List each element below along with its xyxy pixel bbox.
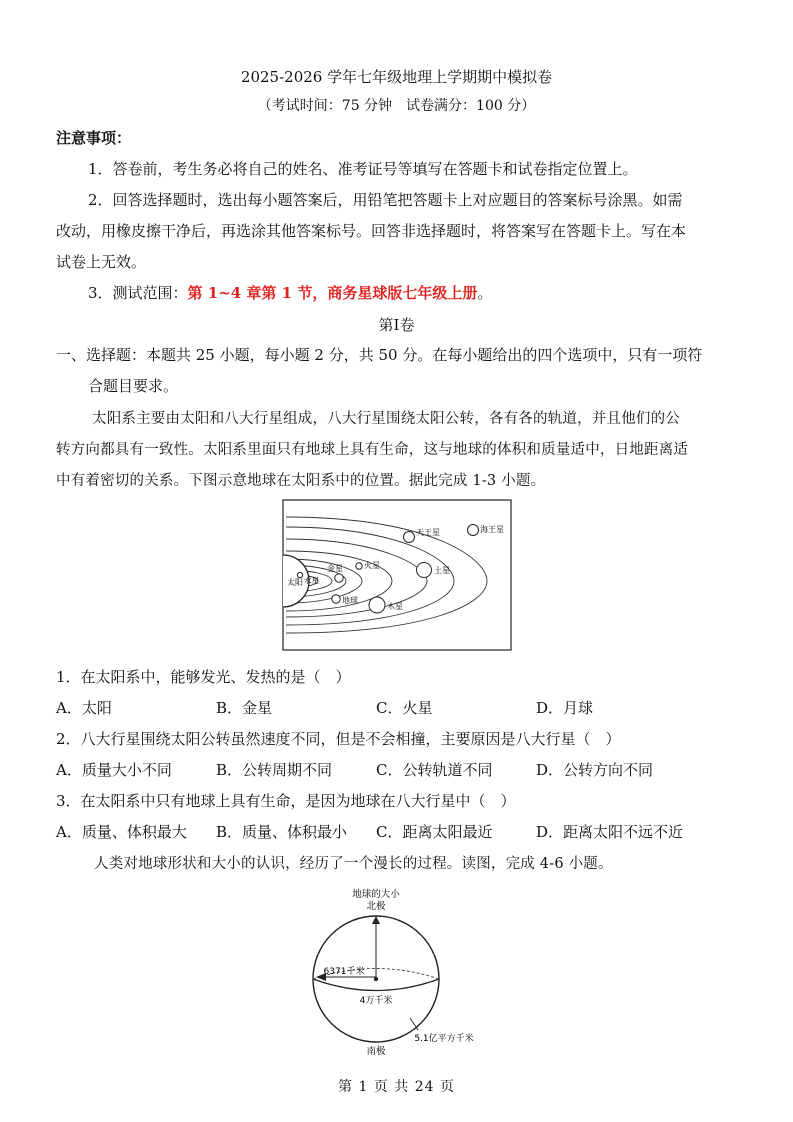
mercury-shape <box>297 572 302 577</box>
figure-frame <box>283 500 511 650</box>
question-2-option-d[interactable]: D．公转方向不同 <box>536 761 654 779</box>
venus-shape <box>335 574 343 582</box>
label-uranus: 天王星 <box>416 528 440 537</box>
question-2-option-a[interactable]: A．质量大小不同 <box>56 761 172 779</box>
section-heading-line-2: 合题目要求。 <box>88 377 179 395</box>
note-item-3 <box>88 282 492 303</box>
label-sun: 太阳 <box>287 578 303 587</box>
passage-2-line-1: 人类对地球形状和大小的认识，经历了一个漫长的过程。读图，完成 4-6 小题。 <box>94 856 613 872</box>
question-3-option-b[interactable]: B．质量、体积最小 <box>216 823 348 841</box>
label-jupiter: 木星 <box>387 602 403 611</box>
note-item-2-line-1: 2．回答选择题时，选出每小题答案后，用铅笔把答题卡上对应题目的答案标号涂黑。如需 <box>88 191 683 209</box>
note-item-2-line-2: 改动，用橡皮擦干净后，再选涂其他答案标号。回答非选择题时，将答案写在答题卡上。写在本 <box>56 222 687 240</box>
note-item-3-prefix: 3．测试范围： <box>88 284 188 302</box>
note-item-3-suffix: 。 <box>477 284 493 302</box>
label-mercury: 水星 <box>304 576 319 585</box>
question-3-option-c[interactable]: C．距离太阳最近 <box>376 823 493 841</box>
question-1-option-a[interactable]: A．太阳 <box>56 699 112 717</box>
label-mars: 火星 <box>364 561 380 570</box>
question-2-stem: 2．八大行星围绕太阳公转虽然速度不同，但是不会相撞，主要原因是八大行星（ ） <box>56 730 621 748</box>
uranus-shape <box>404 532 415 543</box>
label-earth-size-title: 地球的大小 <box>352 889 400 900</box>
passage-1-line-3: 中有着密切的关系。下图示意地球在太阳系中的位置。据此完成 1-3 小题。 <box>56 473 546 489</box>
solar-system-figure <box>282 499 512 651</box>
passage-1-line-1: 太阳系主要由太阳和八大行星组成，八大行星围绕太阳公转，各有各的轨道，并且他们的公 <box>92 411 680 427</box>
question-2-option-b[interactable]: B．公转周期不同 <box>216 761 333 779</box>
label-equator: 4万千米 <box>359 996 393 1006</box>
exam-title: 2025-2026 学年七年级地理上学期期中模拟卷 <box>240 68 553 86</box>
test-scope: 第 1~4 章第 1 节，商务星球版七年级上册 <box>187 284 478 302</box>
question-1-option-b[interactable]: B．金星 <box>216 699 273 717</box>
notes-heading: 注意事项： <box>56 129 132 147</box>
question-2-option-c[interactable]: C．公转轨道不同 <box>376 761 493 779</box>
passage-1-line-2: 转方向都具有一致性。太阳系里面只有地球上具有生命，这与地球的体积和质量适中，日地距离适 <box>56 442 689 458</box>
note-item-1: 1．答卷前，考生务必将自己的姓名、准考证号等填写在答题卡和试卷指定位置上。 <box>88 160 638 178</box>
label-venus: 金星 <box>327 564 343 573</box>
mars-shape <box>356 563 362 569</box>
question-1-stem: 1．在太阳系中，能够发光、发热的是（ ） <box>56 668 351 686</box>
earth-shape <box>332 595 340 603</box>
question-3-stem: 3．在太阳系中只有地球上具有生命，是因为地球在八大行星中（ ） <box>56 792 516 810</box>
neptune-shape <box>468 525 479 536</box>
saturn-shape <box>417 563 432 578</box>
page-footer: 第 1 页 共 24 页 <box>338 1079 455 1095</box>
question-1-option-d[interactable]: D．月球 <box>536 699 594 717</box>
label-south-pole: 南极 <box>366 1046 386 1057</box>
earth-center-dot <box>374 977 378 981</box>
label-surface-area: 5.1亿平方千米 <box>414 1034 474 1044</box>
earth-size-figure <box>300 882 500 1057</box>
question-1-option-c[interactable]: C．火星 <box>376 699 433 717</box>
label-north-pole: 北极 <box>366 901 386 912</box>
label-neptune: 海王星 <box>480 525 504 534</box>
label-saturn: 土星 <box>434 566 450 575</box>
exam-subtitle: （考试时间：75 分钟 试卷满分：100 分） <box>257 98 536 114</box>
question-3-option-d[interactable]: D．距离太阳不远不近 <box>536 823 684 841</box>
question-3-option-a[interactable]: A．质量、体积最大 <box>56 823 187 841</box>
label-radius: 6371千米 <box>323 967 365 977</box>
volume-label: 第Ⅰ卷 <box>378 316 415 334</box>
jupiter-shape <box>369 597 385 613</box>
note-item-2-line-3: 试卷上无效。 <box>56 253 147 271</box>
section-heading-line-1: 一、选择题：本题共 25 小题，每小题 2 分，共 50 分。在每小题给出的四个选项中，只有一项符 <box>56 346 703 364</box>
label-earth: 地球 <box>342 596 358 605</box>
